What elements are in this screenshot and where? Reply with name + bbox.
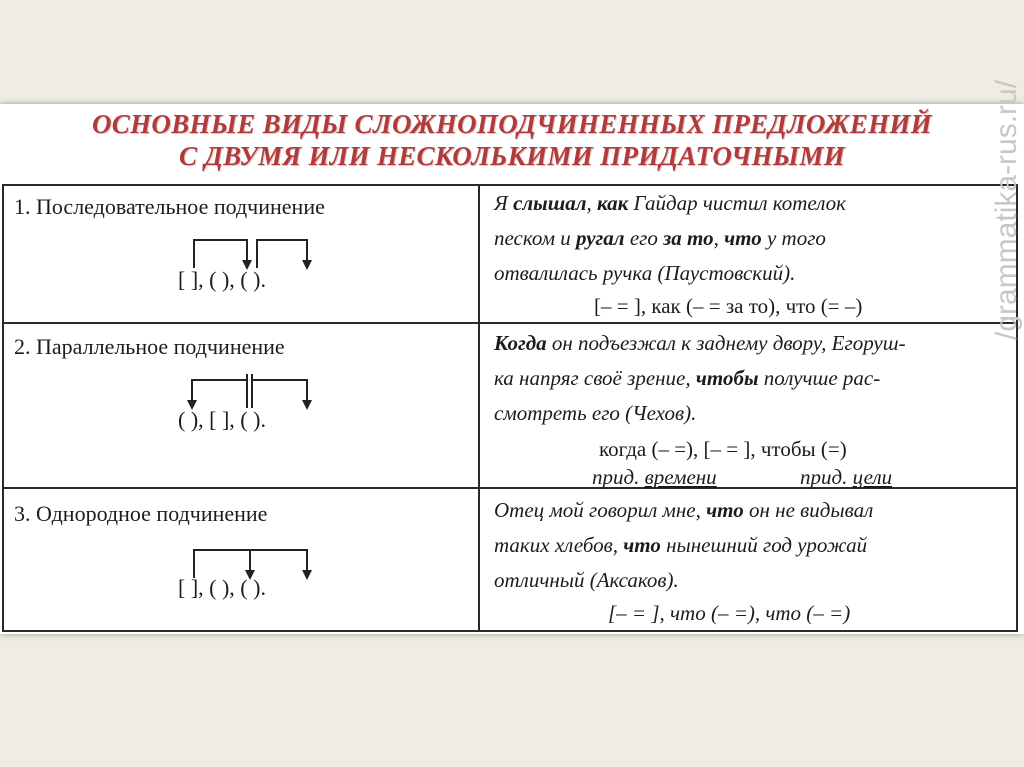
example-text: отличный (Аксаков).	[494, 568, 679, 592]
row-formula: [– = ], что (– =), что (– =)	[608, 601, 851, 625]
example-text: песком и	[494, 226, 576, 250]
example-keyword: за то	[663, 226, 714, 250]
example-keyword: что	[724, 226, 762, 250]
example-text: ,	[586, 191, 598, 215]
example-text: Я	[494, 191, 514, 215]
example-keyword: слышал	[513, 191, 587, 215]
table-border-left	[2, 184, 4, 632]
row-schema: [ ], ( ), ( ).	[178, 575, 266, 600]
table	[2, 184, 1018, 632]
example-text: ка напряг своё зрение,	[494, 366, 696, 390]
clause-label-time: прид. времени	[592, 465, 717, 489]
clause-label-purpose: прид. цели	[800, 465, 893, 489]
row-schema: ( ), [ ], ( ).	[178, 407, 266, 432]
example-text: получше рас-	[758, 366, 881, 390]
example-text: ,	[713, 226, 725, 250]
row-formula: когда (– =), [– = ], чтобы (=)	[599, 437, 847, 461]
row-example	[494, 326, 1014, 431]
example-keyword: Когда	[494, 331, 547, 355]
example-text: он подъезжал к заднему двору, Егоруш-	[546, 331, 906, 355]
row-schema: [ ], ( ), ( ).	[178, 267, 266, 292]
title-line-1: ОСНОВНЫЕ ВИДЫ СЛОЖНОПОДЧИНЕННЫХ ПРЕДЛОЖЕНИЙ	[92, 109, 932, 139]
watermark-text: /grammatika-rus.ru/	[990, 79, 1023, 340]
row-example	[494, 186, 1014, 291]
example-text: нынешний год урожай	[660, 533, 868, 557]
slide-title	[0, 108, 1024, 172]
example-text: Гайдар чистил котелок	[628, 191, 846, 215]
example-text: у того	[761, 226, 826, 250]
example-text: отвалилась ручка (Паустовский).	[494, 261, 796, 285]
example-keyword: чтобы	[695, 366, 759, 390]
row-formula: [– = ], как (– = за то), что (= –)	[594, 294, 863, 318]
parallel-arrows	[162, 372, 362, 412]
row-type-label: 2. Параллельное подчинение	[14, 334, 285, 359]
row-type-label: 3. Однородное подчинение	[14, 501, 268, 526]
column-divider	[478, 184, 480, 632]
row-divider	[2, 322, 1018, 324]
title-line-2: С ДВУМЯ ИЛИ НЕСКОЛЬКИМИ ПРИДАТОЧНЫМИ	[179, 141, 845, 171]
example-keyword: что	[623, 533, 661, 557]
row-type-label: 1. Последовательное подчинение	[14, 194, 325, 219]
example-text: смотреть его (Чехов).	[494, 401, 697, 425]
slide	[0, 104, 1024, 634]
row-example	[494, 493, 1014, 598]
example-keyword: как	[597, 191, 629, 215]
example-text: он не видывал	[743, 498, 874, 522]
example-text: его	[624, 226, 664, 250]
example-keyword: ругал	[576, 226, 625, 250]
example-keyword: что	[706, 498, 744, 522]
example-text: таких хлебов,	[494, 533, 624, 557]
example-text: Отец мой говорил мне,	[494, 498, 707, 522]
table-border-bottom	[2, 630, 1018, 632]
sequential-arrows	[162, 232, 362, 272]
